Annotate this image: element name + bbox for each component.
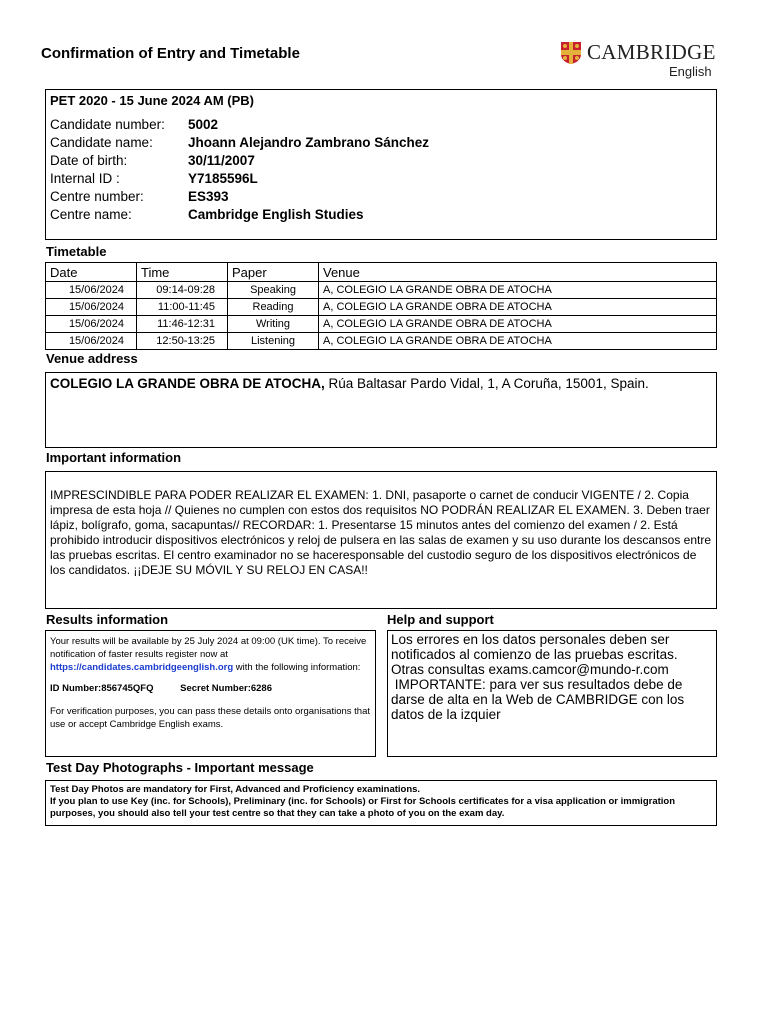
help-support-box [387,630,717,757]
results-text: with the following information: [233,662,361,673]
cell-venue: A, COLEGIO LA GRANDE OBRA DE ATOCHA [319,299,717,316]
column-header-venue: Venue [319,263,717,282]
cambridge-logo [560,40,720,80]
cell-date: 15/06/2024 [46,333,137,350]
results-notice [50,635,371,674]
logo-wordmark: CAMBRIDGE [587,40,716,64]
field-value: 5002 [188,117,219,132]
help-line: Los errores en los datos personales deben ser notificados al comienzo de las pruebas escritas. [391,632,678,662]
venue-name: COLEGIO LA GRANDE OBRA DE ATOCHA, [50,376,325,391]
cell-date: 15/06/2024 [46,316,137,333]
field-label: Candidate name: [50,135,153,150]
field-label: Centre number: [50,189,144,204]
secret-number: Secret Number:6286 [180,683,273,694]
cell-paper: Reading [228,299,319,316]
results-text: Your results will be available by 25 July 2024 at 09:00 (UK time). To receive notification of faster results register now at [50,636,367,660]
timetable-heading: Timetable [46,244,107,259]
table-row [46,333,717,350]
venue-heading: Venue address [46,351,138,366]
venue-address: Rúa Baltasar Pardo Vidal, 1, A Coruña, 15001, Spain. [324,376,649,391]
column-header-paper: Paper [228,263,319,282]
results-info-box [45,630,376,757]
field-value: Cambridge English Studies [188,207,364,222]
important-info-box [45,471,717,609]
page-title: Confirmation of Entry and Timetable [41,45,300,62]
cell-venue: A, COLEGIO LA GRANDE OBRA DE ATOCHA [319,333,717,350]
field-label: Centre name: [50,207,132,222]
cell-venue: A, COLEGIO LA GRANDE OBRA DE ATOCHA [319,282,717,299]
verification-note: For verification purposes, you can pass these details onto organisations that use or accept Cambridge English exams. [50,706,371,730]
field-value: Jhoann Alejandro Zambrano Sánchez [188,135,430,150]
field-label: Date of birth: [50,153,128,168]
help-heading: Help and support [387,612,494,627]
table-row [46,299,717,316]
field-value: Y7185596L [188,171,258,186]
exam-title: PET 2020 - 15 June 2024 AM (PB) [50,93,254,108]
candidates-website-link[interactable]: https://candidates.cambridgeenglish.org [50,662,234,673]
important-text: IMPRESCINDIBLE PARA PODER REALIZAR EL EXAMEN: 1. DNI, pasaporte o carnet de conducir VIGENTE / 2. Copia impresa de esta hoja // Quienes no cumplen con estos dos requisitos NO PODRÁN REALIZAR EL EXAMEN. 3. Deben traer lápiz, bolígrafo, goma, sacapuntas// RECORDAR: 1. Presentarse 15 minutos antes del comienzo del examen / 2. Está prohibido introducir dispositivos electrónicos y reloj de pulsera en las salas de examen y su uso durante los descansos entre las pruebas escritas. El centro examinador no se haceresponsable del custodio seguro de los dispositivos electrónicos de los candidatos. ¡¡DEJE SU MÓVIL Y SU RELOJ EN CASA!! [50,488,712,577]
cell-date: 15/06/2024 [46,282,137,299]
field-label: Candidate number: [50,117,165,132]
cell-time: 11:46-12:31 [137,316,228,333]
cell-paper: Listening [228,333,319,350]
timetable-table [45,262,717,350]
candidate-details [45,89,717,240]
venue-address-box [45,372,717,448]
results-credentials [50,682,371,695]
table-row [46,316,717,333]
help-line: Otras consultas exams.camcor@mundo-r.com [391,662,669,677]
photos-message-box [45,780,717,826]
table-header-row [46,263,717,282]
cell-paper: Writing [228,316,319,333]
cell-paper: Speaking [228,282,319,299]
cambridge-shield-icon [560,41,582,65]
field-label: Internal ID : [50,171,120,186]
column-header-time: Time [137,263,228,282]
column-header-date: Date [46,263,137,282]
cell-time: 09:14-09:28 [137,282,228,299]
id-number: ID Number:856745QFQ [50,683,154,694]
cell-time: 11:00-11:45 [137,299,228,316]
field-value: ES393 [188,189,229,204]
cell-date: 15/06/2024 [46,299,137,316]
cell-time: 12:50-13:25 [137,333,228,350]
cell-venue: A, COLEGIO LA GRANDE OBRA DE ATOCHA [319,316,717,333]
field-value: 30/11/2007 [188,153,255,168]
table-row [46,282,717,299]
photos-heading: Test Day Photographs - Important message [46,760,314,775]
results-heading: Results information [46,612,169,627]
help-line: IMPORTANTE: para ver sus resultados debe de darse de alta en la Web de CAMBRIDGE con los datos de la izquier [391,677,688,722]
photos-line: Test Day Photos are mandatory for First, Advanced and Proficiency examinations. [50,784,421,795]
logo-subtitle: English [669,64,712,79]
photos-line: If you plan to use Key (inc. for Schools), Preliminary (inc. for Schools) or First for Schools certificates for a visa application or immigration purposes, you should also tell your test centre so that they can take a photo of you on the exam day. [50,796,676,819]
important-heading: Important information [46,450,182,465]
